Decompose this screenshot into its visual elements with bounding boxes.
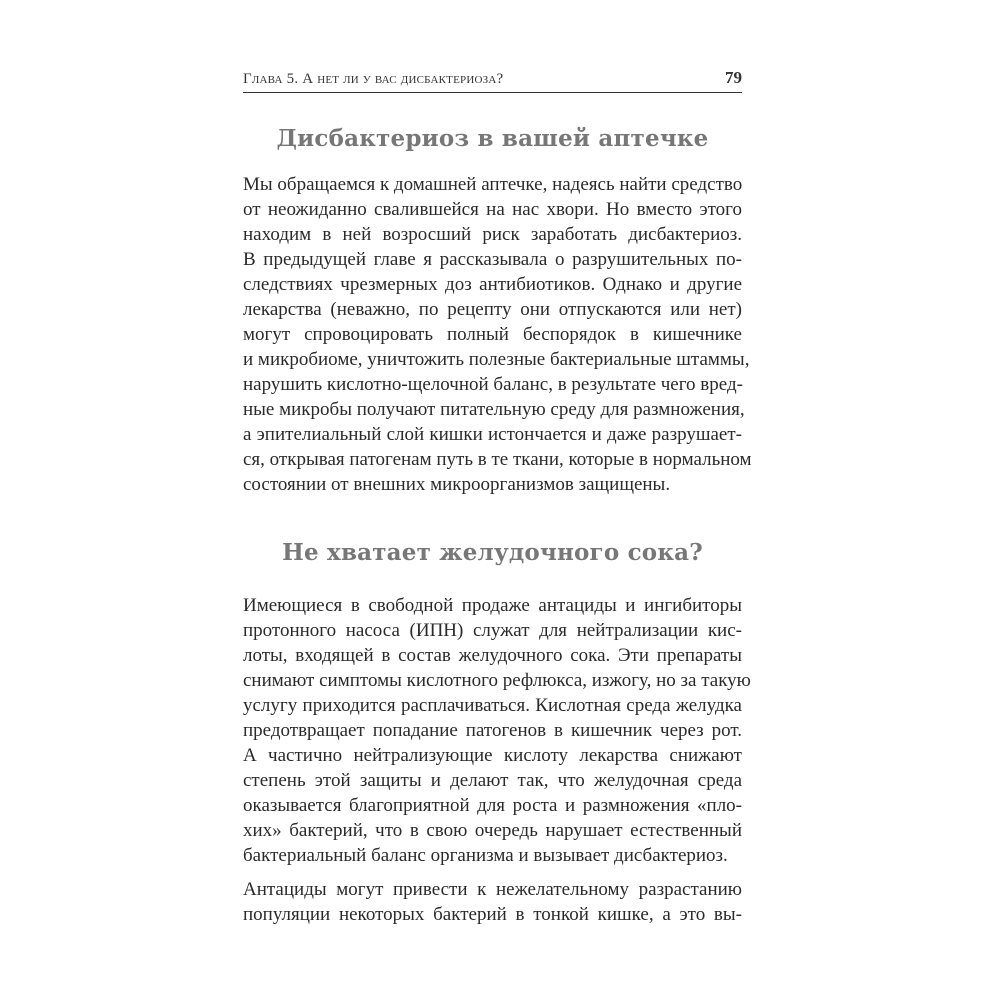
chapter-title: Глава 5. А нет ли у вас дисбактериоза?	[243, 71, 504, 87]
paragraph	[243, 593, 751, 868]
text-line: снимают симптомы кислотного рефлюкса, изжогу, но за такую	[243, 670, 751, 691]
paragraph	[243, 172, 752, 497]
text-line: и микробиоме, уничтожить полезные бактериальные штаммы,	[243, 349, 750, 370]
text-line: А частично нейтрализующие кислоту лекарства снижают	[243, 745, 742, 766]
text-line: предотвращает попадание патогенов в кишечник через рот.	[243, 720, 742, 741]
text-line: нарушить кислотно-щелочной баланс, в результате чего вред-	[243, 374, 743, 395]
paragraph	[243, 877, 742, 927]
text-line: следствиях чрезмерных доз антибиотиков. Однако и другие	[243, 274, 742, 295]
text-line: оказывается благоприятной для роста и размножения «пло-	[243, 795, 742, 816]
text-line: услугу приходится расплачиваться. Кислотная среда желудка	[243, 695, 742, 716]
text-line: степень этой защиты и делают так, что желудочная среда	[243, 770, 742, 791]
text-line: лекарства (неважно, по рецепту они отпускаются или нет)	[243, 299, 742, 320]
text-line: В предыдущей главе я рассказывала о разрушительных по-	[243, 249, 742, 270]
text-line: ся, открывая патогенам путь в те ткани, которые в нормальном	[243, 449, 752, 470]
text-line: от неожиданно свалившейся на нас хвори. Но вместо этого	[243, 199, 742, 220]
text-line: бактериальный баланс организма и вызывает дисбактериоз.	[243, 845, 728, 866]
text-line: протонного насоса (ИПН) служат для нейтрализации кис-	[243, 620, 742, 641]
text-line: Антациды могут привести к нежелательному разрастанию	[243, 879, 742, 900]
page-number: 79	[725, 68, 742, 87]
text-line: находим в ней возросший риск заработать дисбактериоз.	[243, 224, 742, 245]
text-line: а эпителиальный слой кишки истончается и даже разрушает-	[243, 424, 742, 445]
text-line: Мы обращаемся к домашней аптечке, надеясь найти средство	[243, 174, 743, 195]
text-line: популяции некоторых бактерий в тонкой кишке, а это вы-	[243, 904, 742, 925]
text-line: состоянии от внешних микроорганизмов защищены.	[243, 474, 671, 495]
text-line: хих» бактерий, что в свою очередь нарушает естественный	[243, 820, 742, 841]
text-line: ные микробы получают питательную среду для размножения,	[243, 399, 745, 420]
text-line: могут спровоцировать полный беспорядок в кишечнике	[243, 324, 742, 345]
section-heading: Дисбактериоз в вашей аптечке	[276, 125, 709, 152]
running-head	[243, 68, 742, 93]
text-line: Имеющиеся в свободной продаже антациды и ингибиторы	[243, 595, 742, 616]
section-heading: Не хватает желудочного сока?	[282, 539, 703, 566]
text-line: лоты, входящей в состав желудочного сока. Эти препараты	[243, 645, 742, 666]
